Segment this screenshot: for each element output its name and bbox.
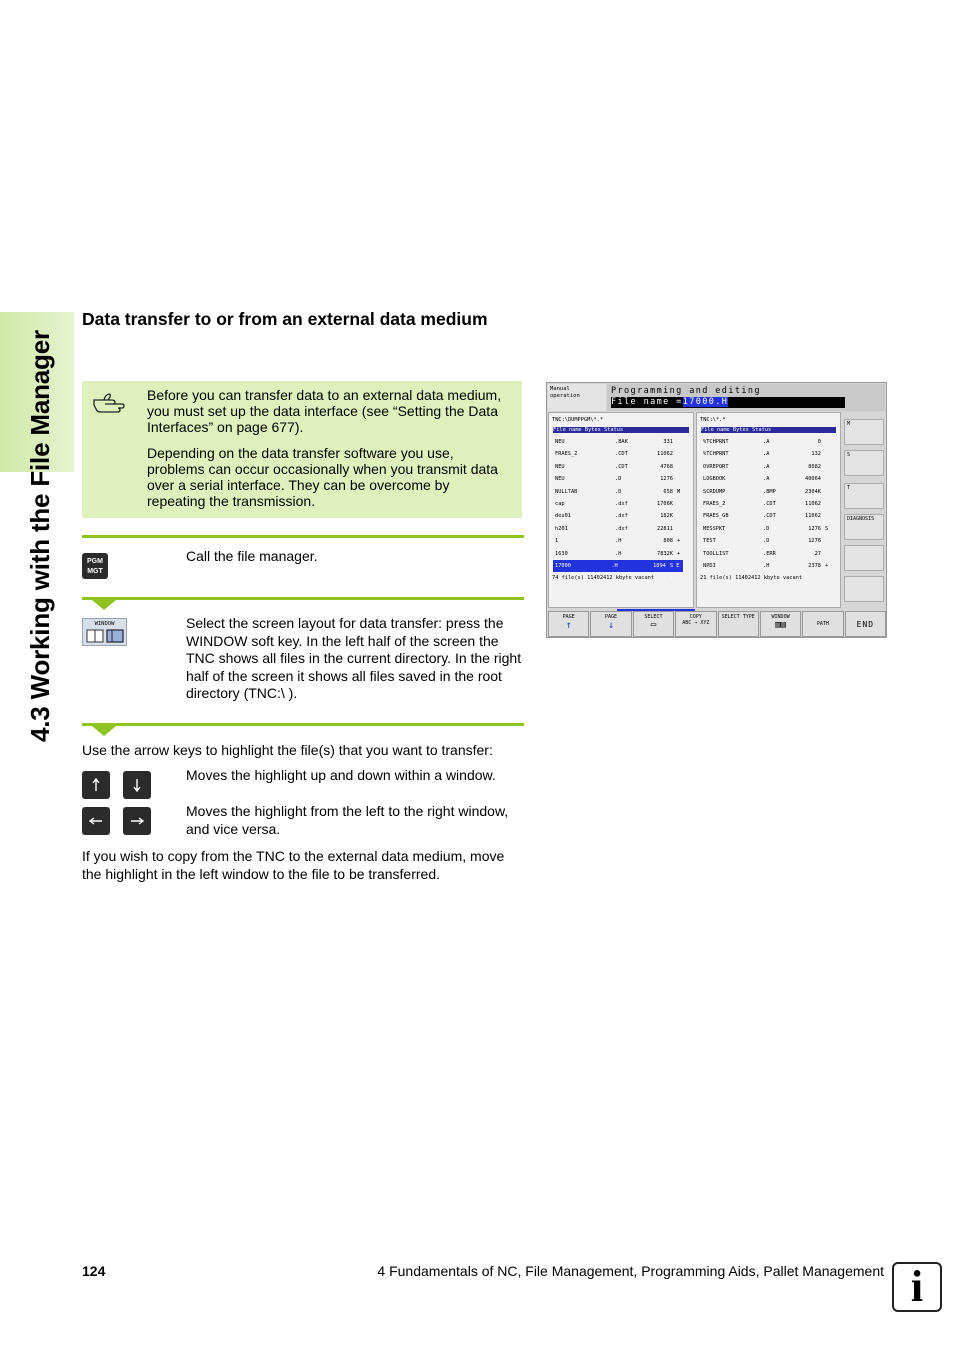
file-ext: .CDT xyxy=(615,463,628,470)
right-file-window[interactable] xyxy=(696,412,841,608)
window-label: WINDOW xyxy=(771,614,790,620)
up-down-text: Moves the highlight up and down within a window. xyxy=(186,767,496,783)
window-softkey-label: WINDOW xyxy=(94,621,115,627)
file-ext: .dxf xyxy=(615,513,628,520)
diagnosis-button[interactable] xyxy=(844,514,884,540)
window-layout-icon xyxy=(86,629,124,643)
end-label: END xyxy=(856,620,875,629)
s-label: S xyxy=(847,452,851,458)
left-file-window[interactable] xyxy=(548,412,694,608)
file-ext: .D xyxy=(763,525,770,532)
select-type-softkey[interactable] xyxy=(718,611,759,637)
file-ext: .dxf xyxy=(615,500,628,507)
tnc-screenshot xyxy=(546,382,887,638)
file-status xyxy=(673,461,691,473)
mode-line1: Manual xyxy=(550,386,570,392)
info-icon-letter: i xyxy=(910,1262,924,1311)
file-name: h201 xyxy=(555,525,568,532)
file-row[interactable] xyxy=(697,523,840,535)
status-side-panel xyxy=(843,412,886,608)
page-down-softkey[interactable] xyxy=(590,611,631,637)
file-row[interactable] xyxy=(549,436,693,448)
file-name: TEST xyxy=(703,538,716,545)
file-name: FRAES_2 xyxy=(555,451,578,458)
softkey-row xyxy=(548,611,886,637)
page-up-label: PAGE xyxy=(562,614,575,620)
arrow-right-icon xyxy=(130,816,144,826)
left-right-text: Moves the highlight from the left to the right window, and vice versa. xyxy=(186,803,509,837)
divider xyxy=(82,597,524,600)
right-column-header: File name Bytes Status xyxy=(701,427,836,433)
note-paragraph-2: Depending on the data transfer software you use, problems can occur occasionally when you transmit data over a serial interface. They can be overcome by repeating the transmission. xyxy=(147,445,498,509)
file-status xyxy=(673,510,691,522)
file-row[interactable] xyxy=(549,523,693,535)
file-ext: .H xyxy=(615,550,622,557)
file-status xyxy=(673,498,691,510)
file-status xyxy=(821,486,839,498)
file-name: %TCHPRNT xyxy=(703,451,729,458)
diagnosis-label: DIAGNOSIS xyxy=(847,516,875,522)
t-label: T xyxy=(847,485,851,491)
file-ext: .A xyxy=(763,451,770,458)
file-ext: .D xyxy=(763,538,770,545)
file-name: 1630 xyxy=(555,550,568,557)
right-path: TNC:\*.* xyxy=(700,417,726,423)
chapter-title-vertical xyxy=(24,312,58,742)
file-name: LOGBOOK xyxy=(703,476,726,483)
file-name: FRAES_2 xyxy=(703,500,726,507)
window-screen-softkey[interactable] xyxy=(760,611,801,637)
file-ext: .CDT xyxy=(763,500,776,507)
select-layout-text: Select the screen layout for data transfer: press the WINDOW soft key. In the left half of the screen the TNC shows all files in the current directory. In the right half of the screen it shows all files saved in the root directory (TNC:\ ). xyxy=(186,615,522,701)
file-bytes: 1894 xyxy=(653,562,666,569)
file-bytes: 182K xyxy=(660,513,673,520)
file-status xyxy=(821,535,839,547)
window-layout-icon: ▥▤ xyxy=(775,620,786,630)
file-row[interactable] xyxy=(549,535,693,547)
file-name-value: 17000.H xyxy=(682,397,729,407)
file-ext: .H xyxy=(763,562,770,569)
file-name: 1 xyxy=(555,538,559,545)
file-name: NEU xyxy=(555,439,565,445)
file-name: 17000 xyxy=(555,562,571,569)
file-name: %TCHPRNT xyxy=(703,439,729,445)
window-softkey[interactable] xyxy=(82,618,127,646)
file-name: NULLTAB xyxy=(555,488,578,495)
left-path: TNC:\DUMPPGM\*.* xyxy=(552,417,604,423)
file-status xyxy=(673,523,691,535)
file-ext: .dxf xyxy=(615,525,628,532)
file-ext: .H xyxy=(611,562,618,569)
file-ext: .BMP xyxy=(763,488,776,495)
file-ext: .CDT xyxy=(615,451,628,458)
file-bytes: 11062 xyxy=(657,451,673,458)
arrow-down-icon xyxy=(132,778,142,792)
file-status xyxy=(821,436,839,448)
file-ext: .A xyxy=(763,463,770,470)
spindle-button[interactable] xyxy=(844,450,884,476)
file-bytes: 40064 xyxy=(805,476,821,483)
pgm-mgt-key[interactable] xyxy=(82,553,108,579)
end-softkey[interactable] xyxy=(845,611,886,637)
page-down-label: PAGE xyxy=(605,614,618,620)
file-row[interactable] xyxy=(697,436,840,448)
file-ext: .D xyxy=(615,488,622,495)
file-bytes: 1276 xyxy=(660,476,673,483)
file-bytes: 2304K xyxy=(805,488,821,495)
empty-side-button[interactable] xyxy=(844,576,884,602)
right-footer: 21 file(s) 11402412 kbyte vacant xyxy=(700,575,803,582)
file-name: OVREPORT xyxy=(703,463,729,470)
page-number: 124 xyxy=(82,1263,106,1279)
file-row[interactable] xyxy=(697,560,840,572)
arrow-right-key[interactable] xyxy=(123,807,151,835)
file-bytes: 1276 xyxy=(808,538,821,545)
file-bytes: 1706K xyxy=(657,500,673,507)
arrow-up-key[interactable] xyxy=(82,771,110,799)
copy-note-text: If you wish to copy from the TNC to the external data medium, move the highlight in the left window to the file to be transferred. xyxy=(82,848,505,882)
select-label: SELECT xyxy=(644,614,663,620)
file-bytes: 11062 xyxy=(805,513,821,520)
file-ext: .D xyxy=(615,476,622,483)
operating-mode xyxy=(548,384,606,411)
file-row[interactable] xyxy=(697,473,840,485)
arrow-up-icon xyxy=(91,778,101,792)
info-icon xyxy=(892,1262,942,1312)
divider xyxy=(82,723,524,726)
file-status: + xyxy=(825,562,829,569)
m-label: M xyxy=(847,421,851,427)
path-softkey[interactable] xyxy=(802,611,843,637)
file-row[interactable] xyxy=(697,510,840,522)
tool-button[interactable] xyxy=(844,483,884,509)
arrow-left-icon xyxy=(89,816,103,826)
select-type-label: SELECT TYPE xyxy=(721,614,755,620)
file-row[interactable] xyxy=(549,448,693,460)
file-row[interactable] xyxy=(697,535,840,547)
mode-line2: operation xyxy=(550,393,580,399)
left-column-header: File name Bytes Status xyxy=(553,427,689,433)
file-bytes: 7832K xyxy=(657,550,673,557)
file-name: TOOLLIST xyxy=(703,550,729,557)
file-status xyxy=(821,548,839,560)
file-bytes: 0 xyxy=(817,439,821,445)
file-status: S E + xyxy=(669,562,680,582)
file-row[interactable] xyxy=(697,448,840,460)
file-row[interactable] xyxy=(697,486,840,498)
step-chevron xyxy=(92,600,116,610)
file-bytes: 1276 xyxy=(808,525,821,532)
file-ext: .A xyxy=(763,476,770,483)
file-ext: .CDT xyxy=(763,513,776,520)
file-status xyxy=(821,510,839,522)
file-name: cap xyxy=(555,500,565,507)
file-status xyxy=(673,436,691,448)
arrow-down-icon: ↓ xyxy=(608,620,615,631)
arrow-left-key[interactable] xyxy=(82,807,110,835)
file-ext: .A xyxy=(763,439,770,445)
file-bytes: 331 xyxy=(663,439,673,445)
file-row[interactable] xyxy=(697,548,840,560)
file-row[interactable] xyxy=(549,486,693,498)
file-status xyxy=(821,473,839,485)
file-bytes: 4768 xyxy=(660,463,673,470)
file-status: M xyxy=(677,488,681,495)
file-status xyxy=(821,461,839,473)
file-bytes: 808 xyxy=(663,538,673,545)
note-paragraph-1: Before you can transfer data to an external data medium, you must set up the data interface (see “Setting the Data Interfaces” on page 677). xyxy=(147,387,502,435)
file-row[interactable] xyxy=(697,461,840,473)
empty-side-button[interactable] xyxy=(844,545,884,571)
arrow-up-icon: ↑ xyxy=(565,620,572,631)
file-status xyxy=(821,448,839,460)
m-function-button[interactable] xyxy=(844,419,884,445)
pointing-hand-icon xyxy=(92,391,126,415)
file-bytes: 658 xyxy=(663,488,673,495)
copy-softkey[interactable] xyxy=(675,611,716,637)
divider xyxy=(82,535,524,538)
file-name: NPDI xyxy=(703,562,716,569)
file-status xyxy=(673,473,691,485)
copy-label: COPY xyxy=(689,614,702,620)
chapter-title-text: 4.3 Working with the File Manager xyxy=(25,330,55,742)
file-status xyxy=(821,498,839,510)
step-chevron xyxy=(92,726,116,736)
file-name: NEU xyxy=(555,463,565,470)
footer-chapter-text: 4 Fundamentals of NC, File Management, Programming Aids, Pallet Management xyxy=(377,1263,884,1279)
note-box xyxy=(82,381,522,518)
path-label: PATH xyxy=(816,621,829,627)
pgm-key-line1: PGM xyxy=(87,558,103,565)
file-status: + xyxy=(677,550,681,557)
arrow-intro-text: Use the arrow keys to highlight the file(s) that you want to transfer: xyxy=(82,742,493,758)
file-status: S xyxy=(825,525,829,532)
file-ext: .ERR xyxy=(763,550,776,557)
left-footer: 74 file(s) 11402412 kbyte vacant xyxy=(552,575,655,582)
file-row[interactable] xyxy=(697,498,840,510)
file-name: FRAES_GB xyxy=(703,513,729,520)
file-name: SCRDUMP xyxy=(703,488,726,495)
file-name-label: File name = xyxy=(611,397,683,407)
arrow-down-key[interactable] xyxy=(123,771,151,799)
file-row[interactable] xyxy=(549,548,693,560)
file-row[interactable] xyxy=(549,473,693,485)
section-heading: Data transfer to or from an external data medium xyxy=(82,309,488,329)
document-icon: ▭ xyxy=(650,620,657,630)
file-status xyxy=(673,448,691,460)
file-bytes: 2378 xyxy=(808,562,821,569)
file-ext: .H xyxy=(615,538,622,545)
copy-abc-xyz-icon: ABC → XYZ xyxy=(682,620,710,626)
file-row[interactable] xyxy=(549,498,693,510)
file-bytes: 11062 xyxy=(805,500,821,507)
file-bytes: 8082 xyxy=(808,463,821,470)
file-bytes: 22811 xyxy=(657,525,673,532)
pgm-key-line2: MGT xyxy=(87,568,103,575)
file-name: MESSPKT xyxy=(703,525,726,532)
file-row[interactable] xyxy=(549,461,693,473)
select-softkey[interactable] xyxy=(633,611,674,637)
page-up-softkey[interactable] xyxy=(548,611,589,637)
file-bytes: 27 xyxy=(814,550,821,557)
file-status: + xyxy=(677,538,681,545)
file-row[interactable] xyxy=(549,510,693,522)
screen-title xyxy=(607,384,885,411)
file-bytes: 132 xyxy=(811,451,821,458)
screen-title-line1: Programming and editing xyxy=(611,386,761,396)
file-name: deu01 xyxy=(555,513,571,520)
file-name: NEU xyxy=(555,476,565,483)
call-file-manager-text: Call the file manager. xyxy=(186,548,318,564)
file-ext: .BAK xyxy=(615,439,628,445)
